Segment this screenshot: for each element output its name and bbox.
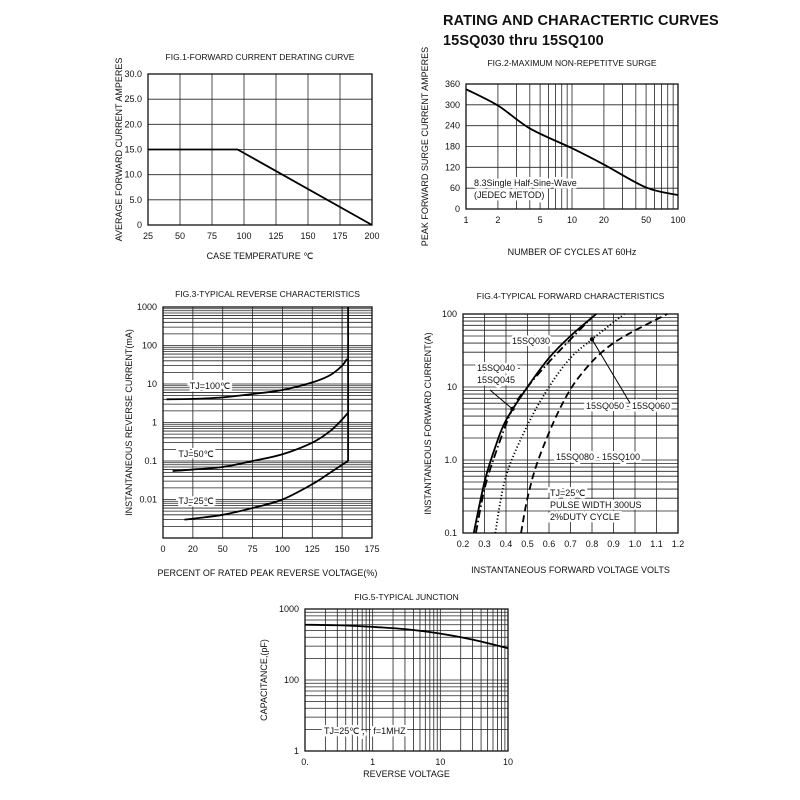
y-tick-label: 10 bbox=[146, 379, 157, 389]
x-tick-label: 0.6 bbox=[542, 539, 556, 549]
x-tick-label: 1.1 bbox=[650, 539, 663, 549]
y-tick-label: 1000 bbox=[278, 604, 299, 614]
annotation-label: TJ=25℃ bbox=[550, 488, 586, 498]
arrow-head bbox=[510, 407, 514, 411]
x-tick-label: 100 bbox=[670, 215, 686, 225]
y-tick-label: 30.0 bbox=[124, 69, 142, 79]
y-axis-label: PEAK FORWARD SURGE CURRENT AMPERES bbox=[420, 46, 430, 247]
arrow-head bbox=[590, 337, 594, 341]
x-tick-label: 25 bbox=[142, 231, 154, 241]
chart-fig2 bbox=[420, 47, 686, 257]
y-tick-label: 25.0 bbox=[124, 94, 142, 105]
annotation-label: (JEDEC METOD) bbox=[474, 190, 545, 200]
annotation-label: TJ=25℃ ， f=1MHZ bbox=[324, 726, 406, 736]
annotation-label: 8.3Single Half-Sine-Wave bbox=[474, 178, 577, 188]
y-axis-label: INSTANTANEOUS REVERSE CURRENT(mA) bbox=[124, 329, 134, 516]
x-tick-label: 50 bbox=[641, 215, 652, 225]
x-tick-label: 0.3 bbox=[478, 539, 491, 549]
y-axis-label: INSTANTANEOUS FORWARD CURRENT(A) bbox=[423, 332, 433, 515]
series-line-1 bbox=[148, 150, 372, 226]
y-tick-label: 60 bbox=[449, 183, 460, 194]
x-tick-label: 175 bbox=[332, 231, 348, 241]
x-tick-label: 125 bbox=[268, 231, 284, 241]
x-axis-label: PERCENT OF RATED PEAK REVERSE VOLTAGE(%) bbox=[157, 568, 378, 578]
chart-title: FIG.4-TYPICAL FORWARD CHARACTERISTICS bbox=[476, 291, 665, 301]
x-tick-label: 75 bbox=[247, 544, 258, 554]
y-tick-label: 15.0 bbox=[124, 144, 142, 155]
annotation-label: TJ=50℃ bbox=[178, 449, 214, 459]
chart-title: FIG.3-TYPICAL REVERSE CHARACTERISTICS bbox=[175, 289, 360, 299]
x-tick-label: 175 bbox=[364, 544, 380, 554]
x-tick-label: 0.9 bbox=[607, 539, 620, 549]
chart-title: FIG.5-TYPICAL JUNCTION bbox=[354, 592, 459, 602]
y-tick-label: 180 bbox=[444, 141, 460, 152]
y-tick-label: 120 bbox=[444, 162, 460, 173]
y-axis-label: AVERAGE FORWARD CURRENT AMPERES bbox=[114, 57, 124, 242]
x-axis-label: INSTANTANEOUS FORWARD VOLTAGE VOLTS bbox=[471, 565, 670, 575]
x-tick-label: 0.2 bbox=[456, 539, 470, 549]
y-axis-label: CAPACITANCE,(pF) bbox=[259, 639, 269, 721]
y-tick-label: 0 bbox=[136, 220, 142, 230]
x-axis-label: CASE TEMPERATURE ℃ bbox=[206, 251, 314, 261]
x-tick-label: 50 bbox=[174, 231, 186, 241]
chart-fig3 bbox=[124, 289, 380, 578]
y-tick-label: 5.0 bbox=[129, 194, 142, 205]
y-tick-label: 0 bbox=[454, 204, 460, 214]
x-tick-label: 0. bbox=[301, 757, 309, 767]
series-line-1 bbox=[305, 625, 508, 649]
x-axis-label: REVERSE VOLTAGE bbox=[363, 769, 450, 779]
x-tick-label: 0.5 bbox=[521, 539, 534, 549]
y-tick-label: 300 bbox=[444, 99, 460, 110]
x-tick-label: 150 bbox=[300, 231, 316, 241]
annotation-label: 15SQ050 - 15SQ060 bbox=[586, 401, 671, 411]
annotation-label: TJ=25℃ bbox=[178, 496, 214, 506]
y-tick-label: 10.0 bbox=[124, 169, 142, 180]
y-tick-label: 240 bbox=[444, 120, 460, 131]
annotation-label: 15SQ030 bbox=[512, 336, 551, 346]
annotation-label: 15SQ080 - 15SQ100 bbox=[556, 452, 641, 462]
page-subtitle: 15SQ030 thru 15SQ100 bbox=[443, 33, 604, 49]
chart-title: FIG.2-MAXIMUM NON-REPETITVE SURGE bbox=[487, 58, 657, 68]
y-tick-label: 100 bbox=[441, 309, 457, 319]
annotation-label: 15SQ045 bbox=[477, 375, 516, 385]
chart-fig1 bbox=[114, 52, 380, 261]
x-tick-label: 125 bbox=[304, 544, 320, 554]
x-tick-label: 5 bbox=[537, 215, 543, 225]
series-line-1 bbox=[167, 359, 347, 399]
x-axis-label: NUMBER OF CYCLES AT 60Hz bbox=[507, 247, 637, 257]
y-tick-label: 360 bbox=[444, 79, 460, 89]
y-tick-label: 1000 bbox=[136, 302, 157, 312]
y-tick-label: 0.1 bbox=[144, 456, 157, 466]
page-title: RATING AND CHARACTERTIC CURVES bbox=[443, 13, 719, 29]
y-tick-label: 10 bbox=[446, 382, 457, 392]
x-tick-label: 0.4 bbox=[499, 539, 513, 549]
y-tick-label: 1 bbox=[293, 746, 299, 756]
x-tick-label: 75 bbox=[206, 231, 218, 241]
annotation-label: 15SQ040 - bbox=[477, 363, 521, 373]
annotation-label: TJ=100℃ bbox=[189, 381, 231, 391]
x-tick-label: 0.8 bbox=[585, 539, 599, 549]
y-tick-label: 1.0 bbox=[444, 455, 457, 465]
x-tick-label: 20 bbox=[187, 544, 198, 554]
x-tick-label: 1.0 bbox=[628, 539, 642, 549]
y-tick-label: 100 bbox=[141, 340, 157, 351]
x-tick-label: 200 bbox=[364, 231, 380, 241]
y-tick-label: 1 bbox=[151, 417, 157, 428]
x-tick-label: 150 bbox=[334, 544, 350, 554]
x-tick-label: 0.7 bbox=[564, 539, 577, 549]
pointer-arrow-1 bbox=[490, 390, 512, 409]
y-tick-label: 100 bbox=[283, 675, 299, 685]
y-tick-label: 20.0 bbox=[124, 119, 142, 130]
x-tick-label: 100 bbox=[274, 544, 290, 554]
x-tick-label: 0 bbox=[160, 544, 166, 554]
y-tick-label: 0.1 bbox=[444, 528, 457, 538]
x-tick-label: 20 bbox=[598, 215, 609, 225]
x-tick-label: 10 bbox=[435, 757, 446, 767]
chart-fig4 bbox=[423, 291, 684, 575]
x-tick-label: 10 bbox=[502, 757, 514, 767]
y-tick-label: 0.01 bbox=[139, 494, 157, 505]
x-tick-label: 100 bbox=[236, 231, 252, 241]
x-tick-label: 10 bbox=[566, 215, 578, 225]
chart-title: FIG.1-FORWARD CURRENT DERATING CURVE bbox=[165, 52, 355, 62]
x-tick-label: 1.2 bbox=[671, 539, 685, 549]
annotation-label: 2%DUTY CYCLE bbox=[550, 512, 620, 522]
pointer-arrow-2 bbox=[592, 339, 630, 403]
chart-fig5 bbox=[259, 592, 513, 779]
series-line-2 bbox=[173, 413, 349, 471]
x-tick-label: 2 bbox=[495, 215, 501, 225]
x-tick-label: 1 bbox=[370, 757, 376, 767]
x-tick-label: 1 bbox=[463, 215, 469, 225]
annotation-label: PULSE WIDTH 300US bbox=[550, 500, 642, 510]
x-tick-label: 50 bbox=[217, 544, 228, 554]
